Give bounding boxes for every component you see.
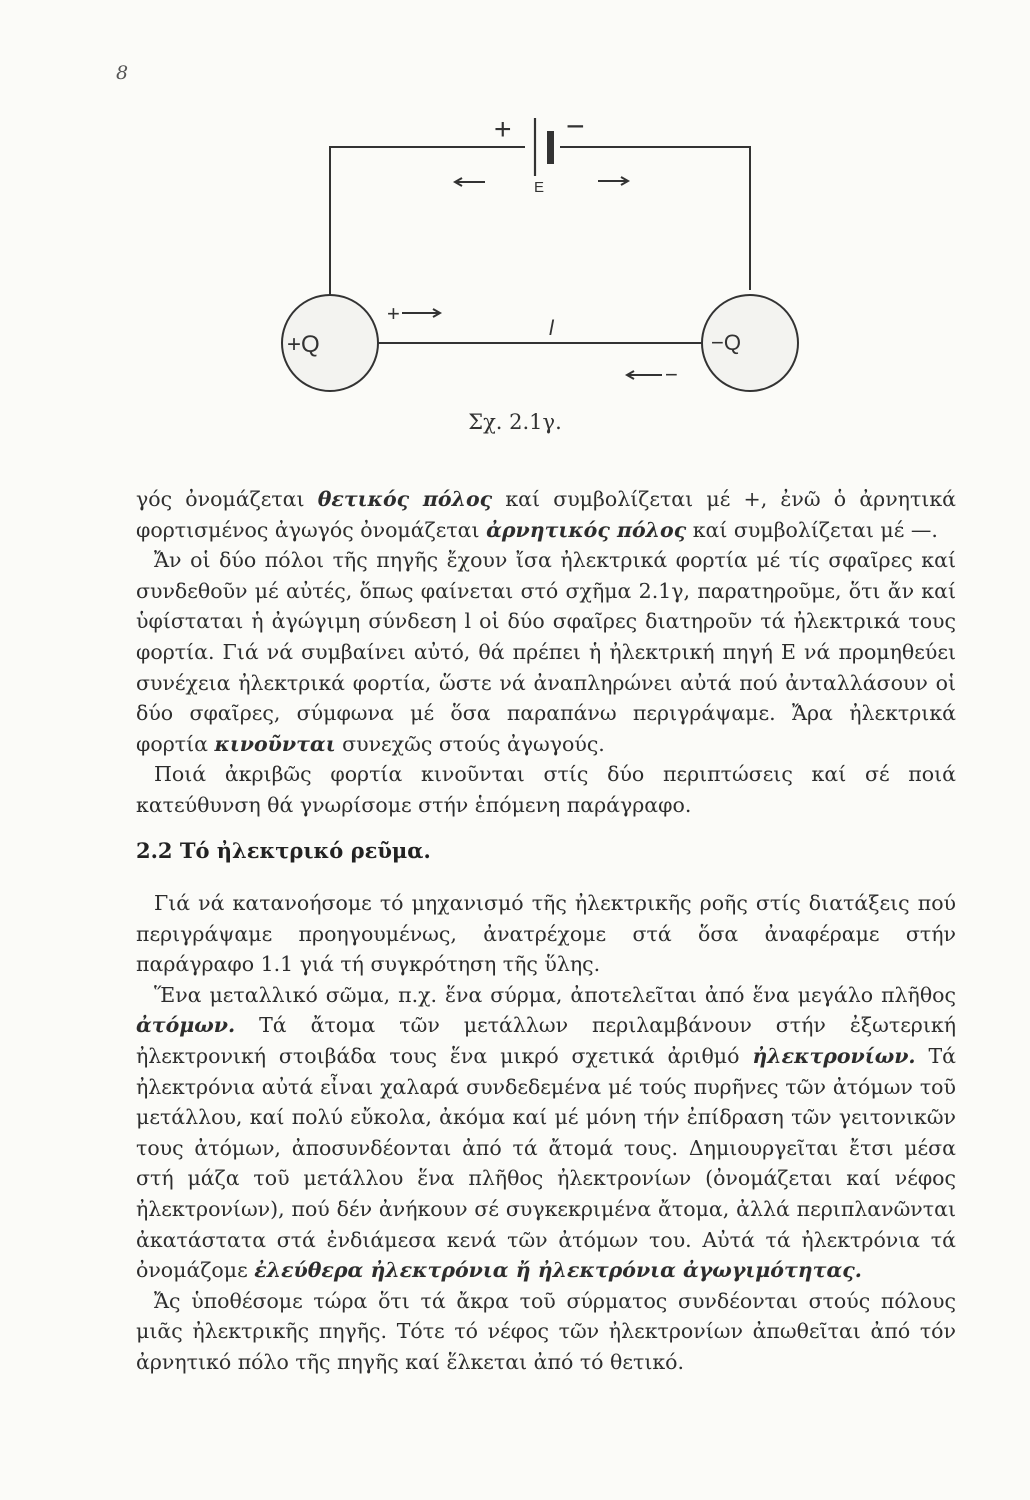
sphere-right-label: −Q — [711, 330, 741, 355]
term-move: κινοῦνται — [214, 731, 336, 756]
paragraph-1 — [136, 484, 956, 545]
figure-caption: Σχ. 2.1γ. — [468, 410, 562, 434]
p1-part1: γός ὀνομάζεται — [136, 487, 318, 511]
p2-part2: συνεχῶς στούς ἀγωγούς. — [335, 731, 605, 756]
p2-part1: Ἄν οἱ δύο πόλοι τῆς πηγῆς ἔχουν ἴσα ἠλεκτρικά φορτία μέ τίς σφαῖρες καί συνδεθοῦν μέ αὐτές, ὅπως φαίνεται στό σχῆμα 2.1γ, παρατηροῦμε, ὅτι ἄν καί ὑφίσταται ἡ ἀγώγιμη σύνδεση l οἱ δύο σφαῖρες διατηροῦν τά ἠλεκτρικά τους φορτία. Γιά νά συμβαίνει αὐτό, θά πρέπει ἡ ἠλεκτρική πηγή Ε νά προμηθεύει συνέχεια ἠλεκτρικά φορτία, ὥστε νά ἀναπληρώνει αὐτά πού ἀνταλλάσουν οἱ δύο σφαῖρες, σύμφωνα μέ ὅσα παραπάνω περιγράψαμε. Ἄρα ἠλεκτρικά φορτία — [136, 548, 956, 756]
arrow-minus-label: − — [665, 362, 678, 387]
arrow-top-right — [598, 177, 628, 185]
term-negative-pole: ἀρνητικός πόλος — [486, 517, 687, 542]
battery-plus-label: + — [494, 113, 512, 146]
term-positive-pole: θετικός πόλος — [317, 487, 493, 511]
text-block-lower — [136, 888, 956, 1378]
battery-short-plate — [547, 131, 554, 164]
p1-part2: καί συμβολίζεται μέ +, ἐνῶ ὁ ἀρνητικά φορτισμένος ἀγωγός ὀνομάζεται — [136, 487, 956, 542]
paragraph-2 — [136, 545, 956, 759]
p5-part1: Ἕνα μεταλλικό σῶμα, π.χ. ἕνα σύρμα, ἀποτελεῖται ἀπό ἕνα μεγάλο πλῆθος — [154, 982, 956, 1007]
paragraph-6: Ἄς ὑποθέσομε τώρα ὅτι τά ἄκρα τοῦ σύρματος συνδέονται στούς πόλους μιᾶς ἠλεκτρικῆς πηγῆς. Τότε τό νέφος τῶν ἠλεκτρονίων ἀπωθεῖται ἀπό τόν ἀρνητικό πόλο τῆς πηγῆς καί ἕλκεται ἀπό τό θετικό. — [136, 1288, 956, 1374]
battery-minus-label: − — [566, 108, 585, 144]
text-block-upper — [136, 484, 956, 821]
p1-part3: καί συμβολίζεται μέ —. — [686, 517, 938, 542]
top-wire-right — [560, 147, 750, 290]
section-heading: 2.2 Τό ἠλεκτρικό ρεῦμα. — [136, 838, 431, 863]
term-electrons: ἠλεκτρονίων. — [752, 1043, 916, 1068]
arrow-plus-label: + — [387, 301, 400, 326]
battery-e-label: E — [534, 179, 545, 196]
arrow-negative — [627, 371, 662, 379]
term-free-electrons: ἐλεύθερα ἠλεκτρόνια ἤ ἠλεκτρόνια ἀγωγιμότητας. — [254, 1258, 862, 1283]
arrow-positive — [402, 309, 440, 317]
term-atoms: ἀτόμων. — [136, 1013, 236, 1038]
page-number: 8 — [116, 62, 129, 84]
paragraph-3: Ποιά ἀκριβῶς φορτία κινοῦνται στίς δύο περιπτώσεις καί σέ ποιά κατεύθυνση θά γνωρίσομε στήν ἑπόμενη παράγραφο. — [136, 762, 956, 817]
paragraph-4: Γιά νά κατανοήσομε τό μηχανισμό τῆς ἠλεκτρικῆς ροῆς στίς διατάξεις πού περιγράψαμε προηγουμένως, ἀνατρέχομε στά ὅσα ἀναφέραμε στήν παράγραφο 1.1 γιά τή συγκρότηση τῆς ὕλης. — [136, 891, 956, 977]
circuit-diagram — [0, 0, 1030, 460]
arrow-top-left — [455, 178, 485, 186]
top-wire-left — [330, 147, 525, 295]
p5-part3: Τά ἠλεκτρόνια αὐτά εἶναι χαλαρά συνδεδεμένα μέ τούς πυρῆνες τῶν ἀτόμων τοῦ μετάλλου, καί πολύ εὔκολα, ἀκόμα καί μέ μόνη τήν ἐπίδραση τῶν γειτονικῶν τους ἀτόμων, ἀποσυνδέονται ἀπό τά ἄτομά τους. Δημιουργεῖται ἔτσι μέσα στή μάζα τοῦ μετάλλου ἕνα πλῆθος ἠλεκτρονίων (ὀνομάζεται καί νέφος ἠλεκτρονίων), πού δέν ἀνήκουν σέ συγκεκριμένα ἄτομα, ἀλλά περιπλανῶνται ἀκατάστατα στά ἐνδιάμεσα κενά τῶν ἀτόμων του. Αὐτά τά ἠλεκτρόνια τά ὀνομάζομε — [136, 1043, 956, 1283]
p5-part2: Τά ἄτομα τῶν μετάλλων περιλαμβάνουν στήν ἐξωτερική ἠλεκτρονική στοιβάδα τους ἕνα μικρό σχετικά ἀριθμό — [136, 1013, 956, 1068]
paragraph-5 — [136, 980, 956, 1286]
wire-l-label: l — [549, 317, 554, 340]
sphere-left-label: +Q — [287, 331, 320, 358]
